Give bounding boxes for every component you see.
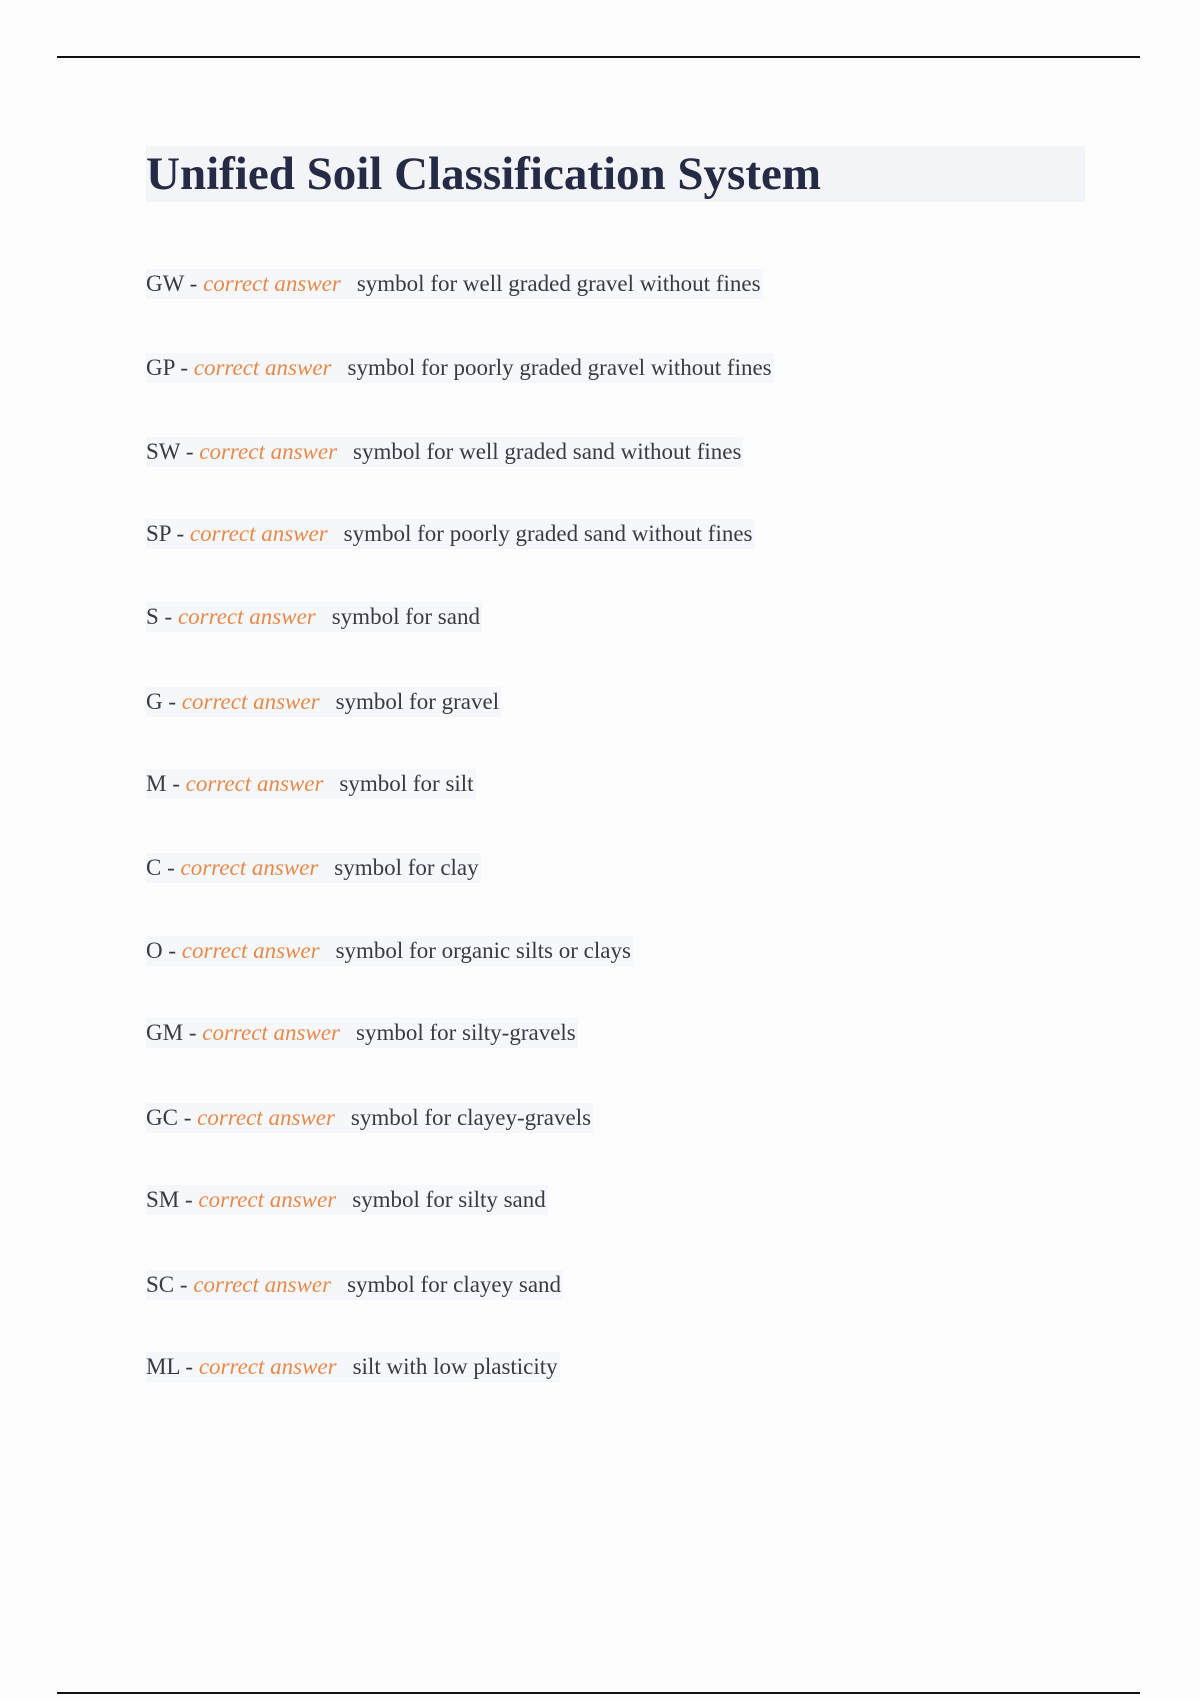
qa-item	[146, 269, 763, 299]
term: G	[146, 689, 163, 714]
definition: silt with low plasticity	[352, 1354, 558, 1379]
answer-label: correct answer	[197, 1105, 335, 1130]
qa-item	[146, 853, 481, 883]
answer-label: correct answer	[198, 1354, 337, 1379]
separator: -	[183, 1020, 203, 1045]
answer-label: correct answer	[193, 1272, 332, 1297]
qa-item	[146, 687, 501, 717]
term: GW	[146, 271, 184, 296]
definition: symbol for gravel	[335, 689, 500, 714]
definition: symbol for clayey sand	[347, 1272, 562, 1297]
definition: symbol for clay	[334, 855, 479, 880]
qa-item	[146, 602, 482, 632]
term: M	[146, 771, 167, 796]
term: SW	[146, 439, 181, 464]
definition: symbol for silty sand	[352, 1187, 546, 1212]
definition: symbol for poorly graded gravel without fines	[347, 355, 772, 380]
definition: symbol for well graded gravel without fines	[356, 271, 761, 296]
separator: -	[179, 1354, 199, 1379]
separator: -	[174, 355, 194, 380]
answer-label: correct answer	[203, 271, 341, 296]
qa-item	[146, 1185, 548, 1215]
separator: -	[166, 771, 186, 796]
answer-label: correct answer	[189, 521, 328, 546]
top-divider	[57, 56, 1140, 58]
definition: symbol for clayey-gravels	[350, 1105, 592, 1130]
term: SC	[146, 1272, 175, 1297]
answer-label: correct answer	[199, 439, 338, 464]
separator: -	[180, 439, 200, 464]
answer-label: correct answer	[185, 771, 324, 796]
term: ML	[146, 1354, 180, 1379]
definition: symbol for well graded sand without fines	[353, 439, 742, 464]
term: SP	[146, 521, 171, 546]
separator: -	[174, 1272, 194, 1297]
separator: -	[161, 855, 181, 880]
qa-item	[146, 1352, 560, 1382]
qa-item	[146, 1018, 578, 1048]
definition: symbol for silty-gravels	[356, 1020, 576, 1045]
separator: -	[177, 1105, 198, 1130]
answer-label: correct answer	[181, 689, 320, 714]
term: C	[146, 855, 162, 880]
qa-item	[146, 1270, 563, 1300]
answer-label: correct answer	[180, 855, 319, 880]
separator: -	[162, 689, 182, 714]
term: GM	[146, 1020, 184, 1045]
title-block	[146, 146, 1085, 202]
term: GP	[146, 355, 175, 380]
answer-label: correct answer	[177, 604, 316, 629]
definition: symbol for poorly graded sand without fines	[343, 521, 753, 546]
qa-item	[146, 437, 743, 467]
term: O	[146, 938, 163, 963]
term: S	[146, 604, 159, 629]
qa-item	[146, 936, 633, 966]
definition: symbol for sand	[331, 604, 480, 629]
term: SM	[146, 1187, 180, 1212]
definition: symbol for organic silts or clays	[335, 938, 631, 963]
definition: symbol for silt	[339, 771, 474, 796]
separator: -	[179, 1187, 199, 1212]
separator: -	[170, 521, 190, 546]
separator: -	[158, 604, 178, 629]
qa-item	[146, 1103, 593, 1133]
bottom-divider	[57, 1692, 1140, 1694]
qa-item	[146, 519, 755, 549]
qa-item	[146, 769, 476, 799]
separator: -	[183, 271, 204, 296]
term: GC	[146, 1105, 178, 1130]
page-title: Unified Soil Classification System	[146, 148, 822, 200]
answer-label: correct answer	[193, 355, 332, 380]
answer-label: correct answer	[198, 1187, 337, 1212]
separator: -	[162, 938, 182, 963]
qa-item	[146, 353, 774, 383]
answer-label: correct answer	[181, 938, 320, 963]
answer-label: correct answer	[202, 1020, 340, 1045]
